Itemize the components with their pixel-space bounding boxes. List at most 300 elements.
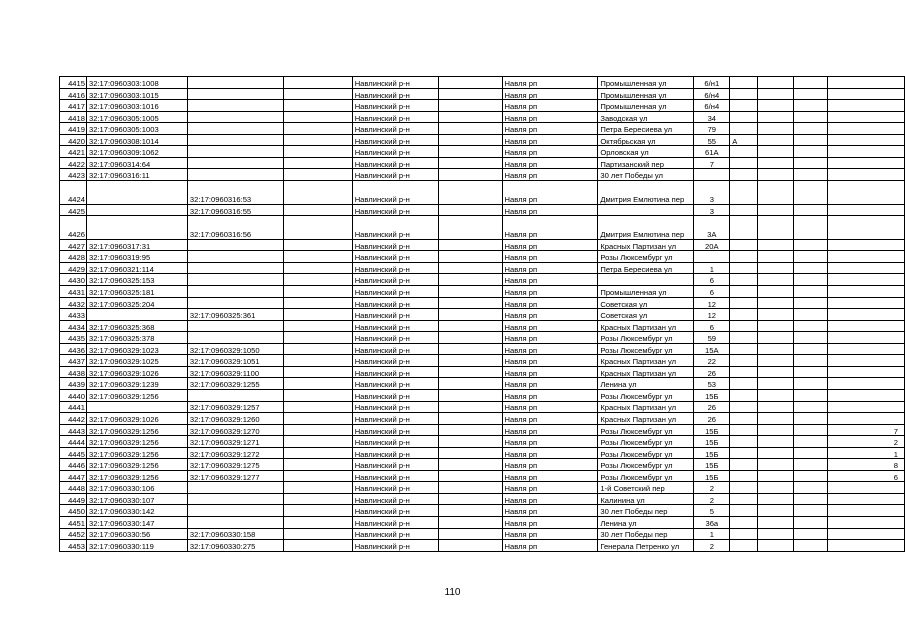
- table-cell: [794, 251, 828, 263]
- table-cell: [283, 540, 352, 552]
- table-cell: [828, 146, 905, 158]
- table-cell: [438, 366, 502, 378]
- table-cell: [283, 157, 352, 169]
- table-cell: [828, 540, 905, 552]
- table-cell: [758, 389, 794, 401]
- table-cell: Навля рп: [502, 320, 598, 332]
- table-cell: [283, 447, 352, 459]
- table-row: [60, 528, 905, 540]
- table-cell: Навлинский р-н: [352, 146, 438, 158]
- cell-text: Дмитрия Емлютина пер: [600, 229, 685, 239]
- table-cell: Красных Партизан ул: [598, 355, 694, 367]
- table-cell: [828, 355, 905, 367]
- table-cell: 3А: [694, 216, 730, 240]
- table-cell: Петра Бересиева ул: [598, 262, 694, 274]
- table-row: [60, 169, 905, 181]
- table-cell: 32:17:0960325:204: [86, 297, 187, 309]
- table-cell: [730, 309, 758, 321]
- table-cell: Навлинский р-н: [352, 470, 438, 482]
- table-cell: [187, 516, 283, 528]
- table-cell: Красных Партизан ул: [598, 239, 694, 251]
- table-cell: [730, 204, 758, 216]
- table-cell: 5: [694, 505, 730, 517]
- table-cell: [730, 239, 758, 251]
- table-cell: Навлинский р-н: [352, 493, 438, 505]
- table-cell: [794, 482, 828, 494]
- table-cell: [828, 111, 905, 123]
- table-cell: [794, 366, 828, 378]
- table-cell: 26: [694, 366, 730, 378]
- table-row: [60, 274, 905, 286]
- table-cell: [438, 180, 502, 204]
- table-cell: 32:17:0960308:1014: [86, 134, 187, 146]
- table-cell: Навля рп: [502, 459, 598, 471]
- table-cell: [730, 180, 758, 204]
- table-cell: [438, 355, 502, 367]
- table-cell: [828, 251, 905, 263]
- table-cell: 4450: [60, 505, 87, 517]
- table-body: [60, 77, 905, 552]
- table-cell: [283, 505, 352, 517]
- table-cell: [283, 401, 352, 413]
- table-row: [60, 88, 905, 100]
- table-cell: [828, 320, 905, 332]
- table-row: [60, 540, 905, 552]
- table-cell: 34: [694, 111, 730, 123]
- table-cell: Розы Люксембург ул: [598, 332, 694, 344]
- table-cell: [283, 343, 352, 355]
- table-cell: [758, 482, 794, 494]
- table-cell: 4444: [60, 436, 87, 448]
- table-cell: [187, 320, 283, 332]
- table-cell: [283, 251, 352, 263]
- table-cell: [794, 470, 828, 482]
- table-cell: [794, 528, 828, 540]
- table-cell: [187, 251, 283, 263]
- table-cell: Навля рп: [502, 204, 598, 216]
- table-cell: 15Б: [694, 470, 730, 482]
- table-cell: 32:17:0960329:1256: [86, 470, 187, 482]
- table-cell: [598, 274, 694, 286]
- table-cell: 4424: [60, 180, 87, 204]
- table-cell: [86, 216, 187, 240]
- table-cell: [730, 378, 758, 390]
- table-cell: [758, 157, 794, 169]
- table-cell: Красных Партизан ул: [598, 320, 694, 332]
- table-cell: [438, 88, 502, 100]
- table-cell: [438, 157, 502, 169]
- table-cell: Ленина ул: [598, 378, 694, 390]
- table-cell: Генерала Петренко ул: [598, 540, 694, 552]
- table-cell: 26: [694, 401, 730, 413]
- table-cell: [794, 239, 828, 251]
- table-cell: Красных Партизан ул: [598, 401, 694, 413]
- table-cell: [730, 355, 758, 367]
- table-cell: [283, 320, 352, 332]
- table-cell: [828, 157, 905, 169]
- table-cell: 4440: [60, 389, 87, 401]
- table-cell: 32:17:0960316:56: [187, 216, 283, 240]
- table-cell: [794, 413, 828, 425]
- table-cell: 4422: [60, 157, 87, 169]
- table-cell: Розы Люксембург ул: [598, 424, 694, 436]
- table-cell: [828, 169, 905, 181]
- table-cell: [730, 470, 758, 482]
- table-cell: [828, 88, 905, 100]
- table-cell: [730, 100, 758, 112]
- table-cell: [794, 355, 828, 367]
- table-cell: 4416: [60, 88, 87, 100]
- table-cell: [283, 77, 352, 89]
- table-row: [60, 123, 905, 135]
- table-cell: [828, 401, 905, 413]
- table-cell: 32:17:0960303:1016: [86, 100, 187, 112]
- table-cell: 4431: [60, 286, 87, 298]
- table-cell: 6/н4: [694, 100, 730, 112]
- table-cell: [730, 482, 758, 494]
- table-cell: 6/н1: [694, 77, 730, 89]
- table-cell: 32:17:0960330:142: [86, 505, 187, 517]
- table-cell: 4430: [60, 274, 87, 286]
- table-cell: [283, 100, 352, 112]
- table-cell: [283, 286, 352, 298]
- table-cell: [828, 286, 905, 298]
- table-cell: [794, 111, 828, 123]
- table-cell: Навля рп: [502, 239, 598, 251]
- table-cell: [283, 459, 352, 471]
- table-cell: [794, 505, 828, 517]
- table-cell: [828, 134, 905, 146]
- table-cell: Навля рп: [502, 157, 598, 169]
- table-cell: [758, 366, 794, 378]
- table-cell: [438, 123, 502, 135]
- table-cell: Навля рп: [502, 447, 598, 459]
- table-cell: 32:17:0960325:181: [86, 286, 187, 298]
- table-cell: [794, 157, 828, 169]
- table-cell: Навлинский р-н: [352, 262, 438, 274]
- table-cell: Навлинский р-н: [352, 516, 438, 528]
- table-cell: [828, 516, 905, 528]
- table-cell: Навля рп: [502, 262, 598, 274]
- table-cell: Навлинский р-н: [352, 180, 438, 204]
- table-cell: Навля рп: [502, 413, 598, 425]
- table-cell: 15Б: [694, 436, 730, 448]
- table-cell: 61А: [694, 146, 730, 158]
- table-cell: Калинина ул: [598, 493, 694, 505]
- table-cell: 32:17:0960329:1100: [187, 366, 283, 378]
- table-cell: Навлинский р-н: [352, 134, 438, 146]
- table-cell: [730, 447, 758, 459]
- table-cell: Навлинский р-н: [352, 239, 438, 251]
- table-cell: Навлинский р-н: [352, 216, 438, 240]
- table-cell: Розы Люксембург ул: [598, 459, 694, 471]
- table-cell: [187, 505, 283, 517]
- table-cell: [828, 343, 905, 355]
- table-cell: [283, 146, 352, 158]
- table-cell: [283, 297, 352, 309]
- table-cell: [187, 297, 283, 309]
- table-cell: Навля рп: [502, 77, 598, 89]
- table-cell: 32:17:0960330:107: [86, 493, 187, 505]
- table-cell: [730, 320, 758, 332]
- table-cell: [794, 286, 828, 298]
- table-cell: Советская ул: [598, 297, 694, 309]
- table-cell: [758, 286, 794, 298]
- table-cell: [438, 274, 502, 286]
- table-cell: 4439: [60, 378, 87, 390]
- table-cell: 32:17:0960329:1051: [187, 355, 283, 367]
- table-cell: [758, 528, 794, 540]
- table-cell: Навля рп: [502, 482, 598, 494]
- table-cell: 15Б: [694, 389, 730, 401]
- table-cell: 32:17:0960329:1256: [86, 436, 187, 448]
- table-cell: [438, 320, 502, 332]
- table-cell: [438, 216, 502, 240]
- table-cell: Навля рп: [502, 436, 598, 448]
- table-cell: [794, 204, 828, 216]
- table-cell: [794, 320, 828, 332]
- table-cell: [438, 516, 502, 528]
- table-cell: Навля рп: [502, 389, 598, 401]
- table-cell: [758, 401, 794, 413]
- table-cell: [438, 77, 502, 89]
- table-cell: [794, 146, 828, 158]
- table-cell: [283, 470, 352, 482]
- table-cell: [758, 216, 794, 240]
- table-cell: [730, 389, 758, 401]
- table-cell: 30 лет Победы пер: [598, 505, 694, 517]
- table-cell: 4438: [60, 366, 87, 378]
- table-row: [60, 100, 905, 112]
- table-cell: [794, 123, 828, 135]
- table-cell: [438, 436, 502, 448]
- table-cell: 1-й Советский пер: [598, 482, 694, 494]
- table-cell: [828, 528, 905, 540]
- table-cell: Навлинский р-н: [352, 366, 438, 378]
- table-cell: [730, 366, 758, 378]
- table-cell: Промышленная ул: [598, 88, 694, 100]
- table-cell: [758, 447, 794, 459]
- table-cell: 12: [694, 297, 730, 309]
- table-cell: [438, 332, 502, 344]
- table-cell: 4432: [60, 297, 87, 309]
- table-cell: [438, 401, 502, 413]
- table-cell: 4436: [60, 343, 87, 355]
- table-cell: 32:17:0960329:1270: [187, 424, 283, 436]
- table-cell: [794, 516, 828, 528]
- table-cell: Навлинский р-н: [352, 297, 438, 309]
- table-cell: [730, 413, 758, 425]
- table-cell: [794, 401, 828, 413]
- table-cell: Навля рп: [502, 100, 598, 112]
- table-cell: [730, 505, 758, 517]
- table-cell: [730, 274, 758, 286]
- table-cell: [438, 447, 502, 459]
- table-cell: Навля рп: [502, 180, 598, 204]
- table-cell: [438, 459, 502, 471]
- table-cell: [730, 540, 758, 552]
- table-cell: 8: [828, 459, 905, 471]
- table-row: [60, 366, 905, 378]
- table-cell: Навля рп: [502, 146, 598, 158]
- table-cell: [758, 332, 794, 344]
- table-cell: [283, 180, 352, 204]
- table-cell: 4452: [60, 528, 87, 540]
- table-cell: [438, 309, 502, 321]
- table-cell: 4453: [60, 540, 87, 552]
- table-cell: [758, 540, 794, 552]
- table-cell: 4447: [60, 470, 87, 482]
- table-cell: 3: [694, 204, 730, 216]
- table-row: [60, 239, 905, 251]
- table-cell: 32:17:0960329:1026: [86, 366, 187, 378]
- table-cell: 4446: [60, 459, 87, 471]
- table-cell: [730, 169, 758, 181]
- table-cell: Навля рп: [502, 332, 598, 344]
- table-row: [60, 505, 905, 517]
- table-cell: 4448: [60, 482, 87, 494]
- table-cell: [283, 378, 352, 390]
- table-cell: [438, 204, 502, 216]
- table-row: [60, 262, 905, 274]
- table-cell: Навлинский р-н: [352, 378, 438, 390]
- table-cell: [828, 216, 905, 240]
- table-cell: [283, 482, 352, 494]
- table-cell: [730, 424, 758, 436]
- table-cell: [828, 100, 905, 112]
- table-cell: 32:17:0960316:11: [86, 169, 187, 181]
- table-cell: Навля рп: [502, 401, 598, 413]
- page-number: 110: [444, 587, 461, 598]
- table-cell: 32:17:0960329:1256: [86, 424, 187, 436]
- table-cell: [187, 157, 283, 169]
- table-row: [60, 343, 905, 355]
- table-cell: 26: [694, 413, 730, 425]
- table-cell: [438, 505, 502, 517]
- table-cell: [283, 169, 352, 181]
- table-cell: Навлинский р-н: [352, 447, 438, 459]
- table-cell: [758, 77, 794, 89]
- table-cell: [730, 77, 758, 89]
- table-cell: [828, 297, 905, 309]
- table-row: [60, 111, 905, 123]
- table-cell: [598, 180, 694, 204]
- table-cell: [758, 355, 794, 367]
- table-cell: [438, 482, 502, 494]
- table-cell: Навля рп: [502, 355, 598, 367]
- table-cell: [283, 413, 352, 425]
- table-cell: [828, 378, 905, 390]
- table-row: [60, 355, 905, 367]
- table-cell: [730, 123, 758, 135]
- table-cell: 4427: [60, 239, 87, 251]
- table-cell: [438, 286, 502, 298]
- table-cell: Навлинский р-н: [352, 482, 438, 494]
- table-cell: Навля рп: [502, 424, 598, 436]
- table-cell: [794, 447, 828, 459]
- table-cell: [758, 516, 794, 528]
- table-cell: Навля рп: [502, 111, 598, 123]
- table-cell: [187, 88, 283, 100]
- table-cell: 32:17:0960330:158: [187, 528, 283, 540]
- table-cell: 32:17:0960329:1277: [187, 470, 283, 482]
- table-cell: [794, 493, 828, 505]
- table-row: [60, 516, 905, 528]
- table-cell: [828, 309, 905, 321]
- table-cell: [758, 459, 794, 471]
- table-cell: [438, 470, 502, 482]
- table-cell: [828, 180, 905, 204]
- table-row: [60, 157, 905, 169]
- table-cell: Навлинский р-н: [352, 320, 438, 332]
- table-cell: [187, 134, 283, 146]
- table-row: [60, 413, 905, 425]
- table-cell: Навля рп: [502, 505, 598, 517]
- table-cell: [438, 134, 502, 146]
- table-cell: [794, 100, 828, 112]
- table-cell: Навлинский р-н: [352, 332, 438, 344]
- table-cell: 4421: [60, 146, 87, 158]
- table-cell: 2: [694, 540, 730, 552]
- table-cell: Навля рп: [502, 493, 598, 505]
- table-cell: Навля рп: [502, 470, 598, 482]
- table-cell: 6: [694, 274, 730, 286]
- table-cell: [758, 413, 794, 425]
- table-cell: [438, 528, 502, 540]
- table-cell: [187, 286, 283, 298]
- table-cell: [794, 77, 828, 89]
- table-cell: [758, 204, 794, 216]
- table-cell: 36а: [694, 516, 730, 528]
- table-cell: 4415: [60, 77, 87, 89]
- table-cell: [758, 262, 794, 274]
- table-cell: [283, 424, 352, 436]
- table-cell: 32:17:0960329:1255: [187, 378, 283, 390]
- table-cell: [283, 134, 352, 146]
- table-cell: 55: [694, 134, 730, 146]
- table-cell: [283, 262, 352, 274]
- table-cell: Заводская ул: [598, 111, 694, 123]
- table-cell: Навлинский р-н: [352, 157, 438, 169]
- table-cell: Навлинский р-н: [352, 436, 438, 448]
- table-cell: 32:17:0960329:1023: [86, 343, 187, 355]
- table-cell: Навля рп: [502, 169, 598, 181]
- table-cell: [438, 251, 502, 263]
- table-cell: [438, 540, 502, 552]
- table-cell: 32:17:0960330:147: [86, 516, 187, 528]
- table-cell: Навля рп: [502, 286, 598, 298]
- table-cell: Навля рп: [502, 343, 598, 355]
- table-cell: Навлинский р-н: [352, 88, 438, 100]
- table-cell: [758, 169, 794, 181]
- table-cell: Навля рп: [502, 366, 598, 378]
- table-cell: [794, 436, 828, 448]
- table-cell: 32:17:0960329:1256: [86, 447, 187, 459]
- table-cell: [86, 180, 187, 204]
- table-cell: [794, 88, 828, 100]
- table-cell: [187, 493, 283, 505]
- table-cell: 15Б: [694, 459, 730, 471]
- table-row: [60, 180, 905, 204]
- table-cell: Партизанский пер: [598, 157, 694, 169]
- table-row: [60, 297, 905, 309]
- table-cell: 32:17:0960330:119: [86, 540, 187, 552]
- table-cell: Навлинский р-н: [352, 528, 438, 540]
- table-cell: Розы Люксембург ул: [598, 470, 694, 482]
- table-cell: [758, 111, 794, 123]
- table-cell: Навлинский р-н: [352, 111, 438, 123]
- table-cell: [694, 169, 730, 181]
